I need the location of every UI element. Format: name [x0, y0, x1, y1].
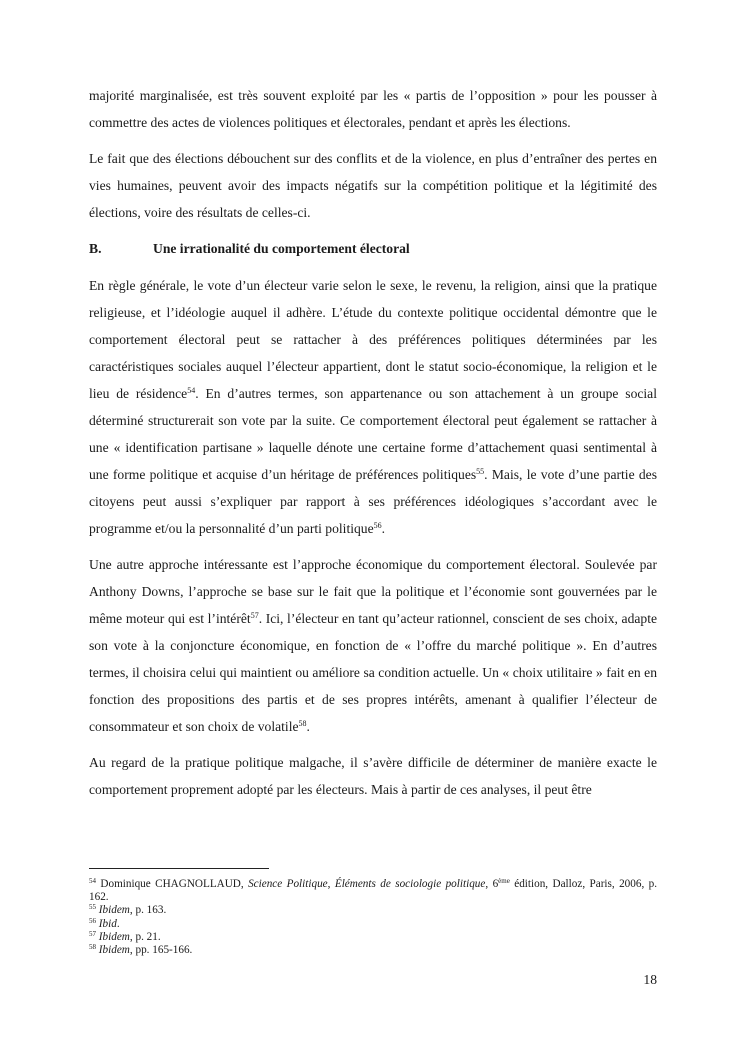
footnote-55 [89, 904, 657, 917]
footnote-book-title: Science Politique [248, 878, 328, 890]
footnote-edition-suffix: ème [498, 877, 510, 885]
footnote-ref-56: 56 [373, 521, 382, 530]
footnote-ref-57: 57 [250, 611, 259, 620]
paragraph-3-text-b: . En d’autres termes, son appartenance ou son attachement à un groupe social déterminé structurerait son vote par la suite. Ce comportement électoral peut également se rattacher à une « identification partisane » laquelle dénote une certaine forme d’attachement quasi sentimental à une forme politique et acquise d’un héritage de préférences politiques [89, 386, 657, 482]
paragraph-5 [89, 749, 657, 803]
footnote-page: . [116, 917, 120, 930]
footnote-ref-58: 58 [298, 719, 307, 728]
footnote-number: 58 [89, 943, 96, 952]
paragraph-1 [89, 82, 657, 136]
paragraph-3-text-a: En règle générale, le vote d’un électeur varie selon le sexe, le revenu, la religion, ainsi que la pratique religieuse, et l’idéologie auquel il adhère. L’étude du contexte politique occidental démontre que le comportement électoral peut se rattacher à des préférences politiques déterminées par les caractéristiques sociales auquel l’électeur appartient, dont le statut socio-économique, la religion et le lieu de résidence [89, 278, 657, 401]
footnote-edition: , 6 [485, 878, 499, 890]
footnote-number: 54 [89, 877, 96, 885]
paragraph-4-text-a: Une autre approche intéressante est l’approche économique du comportement électoral. Soulevée par Anthony Downs, l’approche se base sur le fait que la politique et l’économie sont gouvernées par le même moteur qui est l’intérêt [89, 557, 657, 626]
footnote-ibid: Ibid [98, 917, 117, 930]
footnote-page: , p. 163. [129, 904, 167, 917]
section-title: Une irrationalité du comportement électoral [153, 241, 410, 256]
footnote-ref-55: 55 [476, 467, 485, 476]
paragraph-2 [89, 145, 657, 226]
footnote-number: 55 [89, 903, 96, 912]
footnote-book-subtitle: Éléments de sociologie politique [334, 878, 486, 890]
footnote-ibidem: Ibidem [98, 930, 130, 943]
footnote-separator-text: , [327, 878, 335, 890]
footnote-56 [89, 918, 657, 931]
paragraph-4-text-c: . [306, 719, 310, 734]
paragraph-5-text: Au regard de la pratique politique malgache, il s’avère difficile de déterminer de manière exacte le comportement proprement adopté par les électeurs. Mais à partir de ces analyses, il peut être [89, 755, 657, 797]
footnote-ref-54: 54 [187, 386, 196, 395]
footnote-page: , pp. 165-166. [129, 944, 193, 957]
page-body [89, 82, 657, 812]
footnote-54 [89, 878, 657, 904]
page-number: 18 [643, 972, 657, 987]
footnote-57 [89, 931, 657, 944]
footnote-58 [89, 944, 657, 957]
section-number: B. [89, 241, 102, 256]
footnotes [89, 868, 657, 957]
footnote-number: 57 [89, 929, 96, 938]
footnote-number: 56 [89, 916, 96, 925]
footnote-ibidem: Ibidem [98, 904, 130, 917]
footnote-ibidem: Ibidem [98, 944, 130, 957]
section-heading [89, 235, 657, 262]
paragraph-4 [89, 551, 657, 740]
paragraph-1-text: majorité marginalisée, est très souvent exploité par les « partis de l’opposition » pour les pousser à commettre des actes de violences politiques et électorales, pendant et après les élections. [89, 88, 657, 130]
paragraph-3-text-d: . [381, 521, 386, 536]
paragraph-3-text-c: . Mais, le vote d’une partie des citoyens peut aussi s’expliquer par rapport à ses préférences idéologiques s’accordant avec le programme et/ou la personnalité d’un parti politique [89, 467, 657, 536]
paragraph-2-text: Le fait que des élections débouchent sur des conflits et de la violence, en plus d’entraîner des pertes en vies humaines, peuvent avoir des impacts négatifs sur la compétition politique et la légitimité des élections, voire des résultats de celles-ci. [89, 151, 657, 220]
paragraph-3 [89, 272, 657, 542]
paragraph-4-text-b: . Ici, l’électeur en tant qu’acteur rationnel, conscient de ses choix, adapte son vote à la conjoncture économique, en fonction de « l’offre du marché politique ». En d’autres termes, il choisira celui qui maintient ou améliore sa condition actuelle. Un « choix utilitaire » fait en en fonction des propositions des partis et de ses propres intérêts, amenant à qualifier l’électeur de consommateur et son choix de volatile [89, 611, 658, 734]
footnote-author: Dominique CHAGNOLLAUD, [96, 878, 249, 890]
footnote-page: , p. 21. [129, 930, 161, 943]
footnote-publisher: édition, Dalloz, Paris, 2006, p. 162. [89, 878, 658, 904]
footnote-separator [89, 868, 269, 869]
